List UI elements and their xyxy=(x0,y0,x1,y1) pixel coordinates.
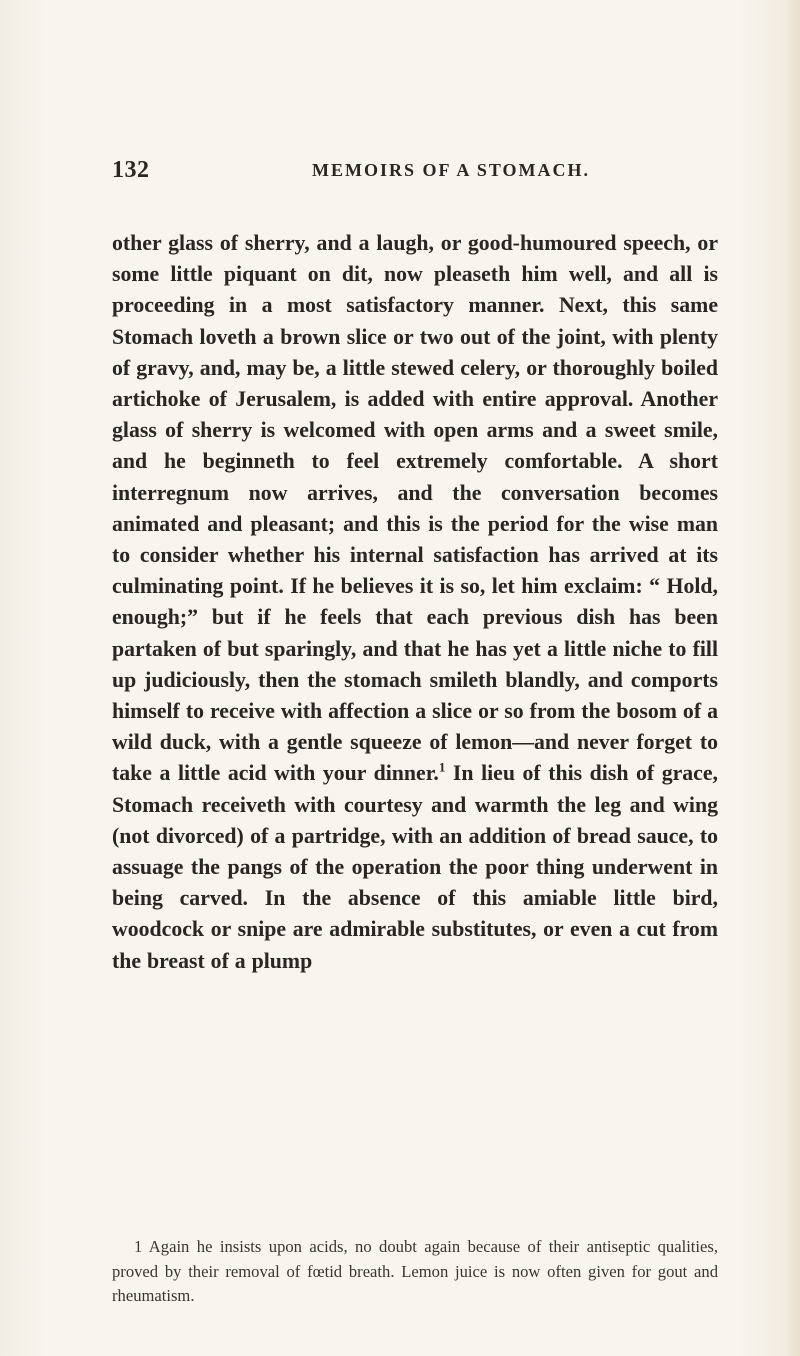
body-text-part-1: other glass of sherry, and a laugh, or good-humoured speech, or some little piquant on dit, now pleaseth him well, and all is proceeding in a most satisfactory manner. Next, this same Stomach loveth a brown slice or two out of the joint, with plenty of gravy, and, may be, a little stewed celery, or thoroughly boiled artichoke of Jerusalem, is added with entire approval. Another glass of sherry is welcomed with open arms and a sweet smile, and he beginneth to feel extremely comfortable. A short interregnum now arrives, and the conversation becomes animated and pleasant; and this is the period for the wise man to consider whether his internal satisfaction has arrived at its culminating point. If he believes it is so, let him exclaim: “ Hold, enough;” but if he feels that each previous dish has been partaken of but sparingly, and that he has yet a little niche to fill up judiciously, then the stomach smileth blandly, and comports himself to receive with affection a slice or so from the bosom of a wild duck, with a gentle squeeze of lemon—and never forget to take a little acid with your dinner. xyxy=(112,231,718,786)
page-number: 132 xyxy=(112,157,150,183)
page-edge-shadow xyxy=(786,0,800,1356)
running-title: MEMOIRS OF A STOMACH. xyxy=(312,160,591,180)
body-paragraph xyxy=(112,228,718,977)
footnote-reference: 1 xyxy=(438,760,446,776)
body-text-part-2: In lieu of this dish of grace, Stomach receiveth with courtesy and warmth the leg and wing (not divorced) of a partridge, with an addition of bread sauce, to assuage the pangs of the operation the poor thing underwent in being carved. In the absence of this amiable little bird, woodcock or snipe are admirable substitutes, or even a cut from the breast of a plump xyxy=(112,761,718,973)
body-text xyxy=(112,228,718,977)
footnote-text: Again he insists upon acids, no doubt again because of their antiseptic qualities, proved by their removal of fœtid breath. Lemon juice is now often given for gout and rheumatism. xyxy=(112,1237,718,1305)
footnote-paragraph xyxy=(112,1235,718,1309)
page-header xyxy=(112,157,718,187)
footnote xyxy=(112,1235,718,1309)
footnote-marker: 1 xyxy=(134,1237,143,1256)
